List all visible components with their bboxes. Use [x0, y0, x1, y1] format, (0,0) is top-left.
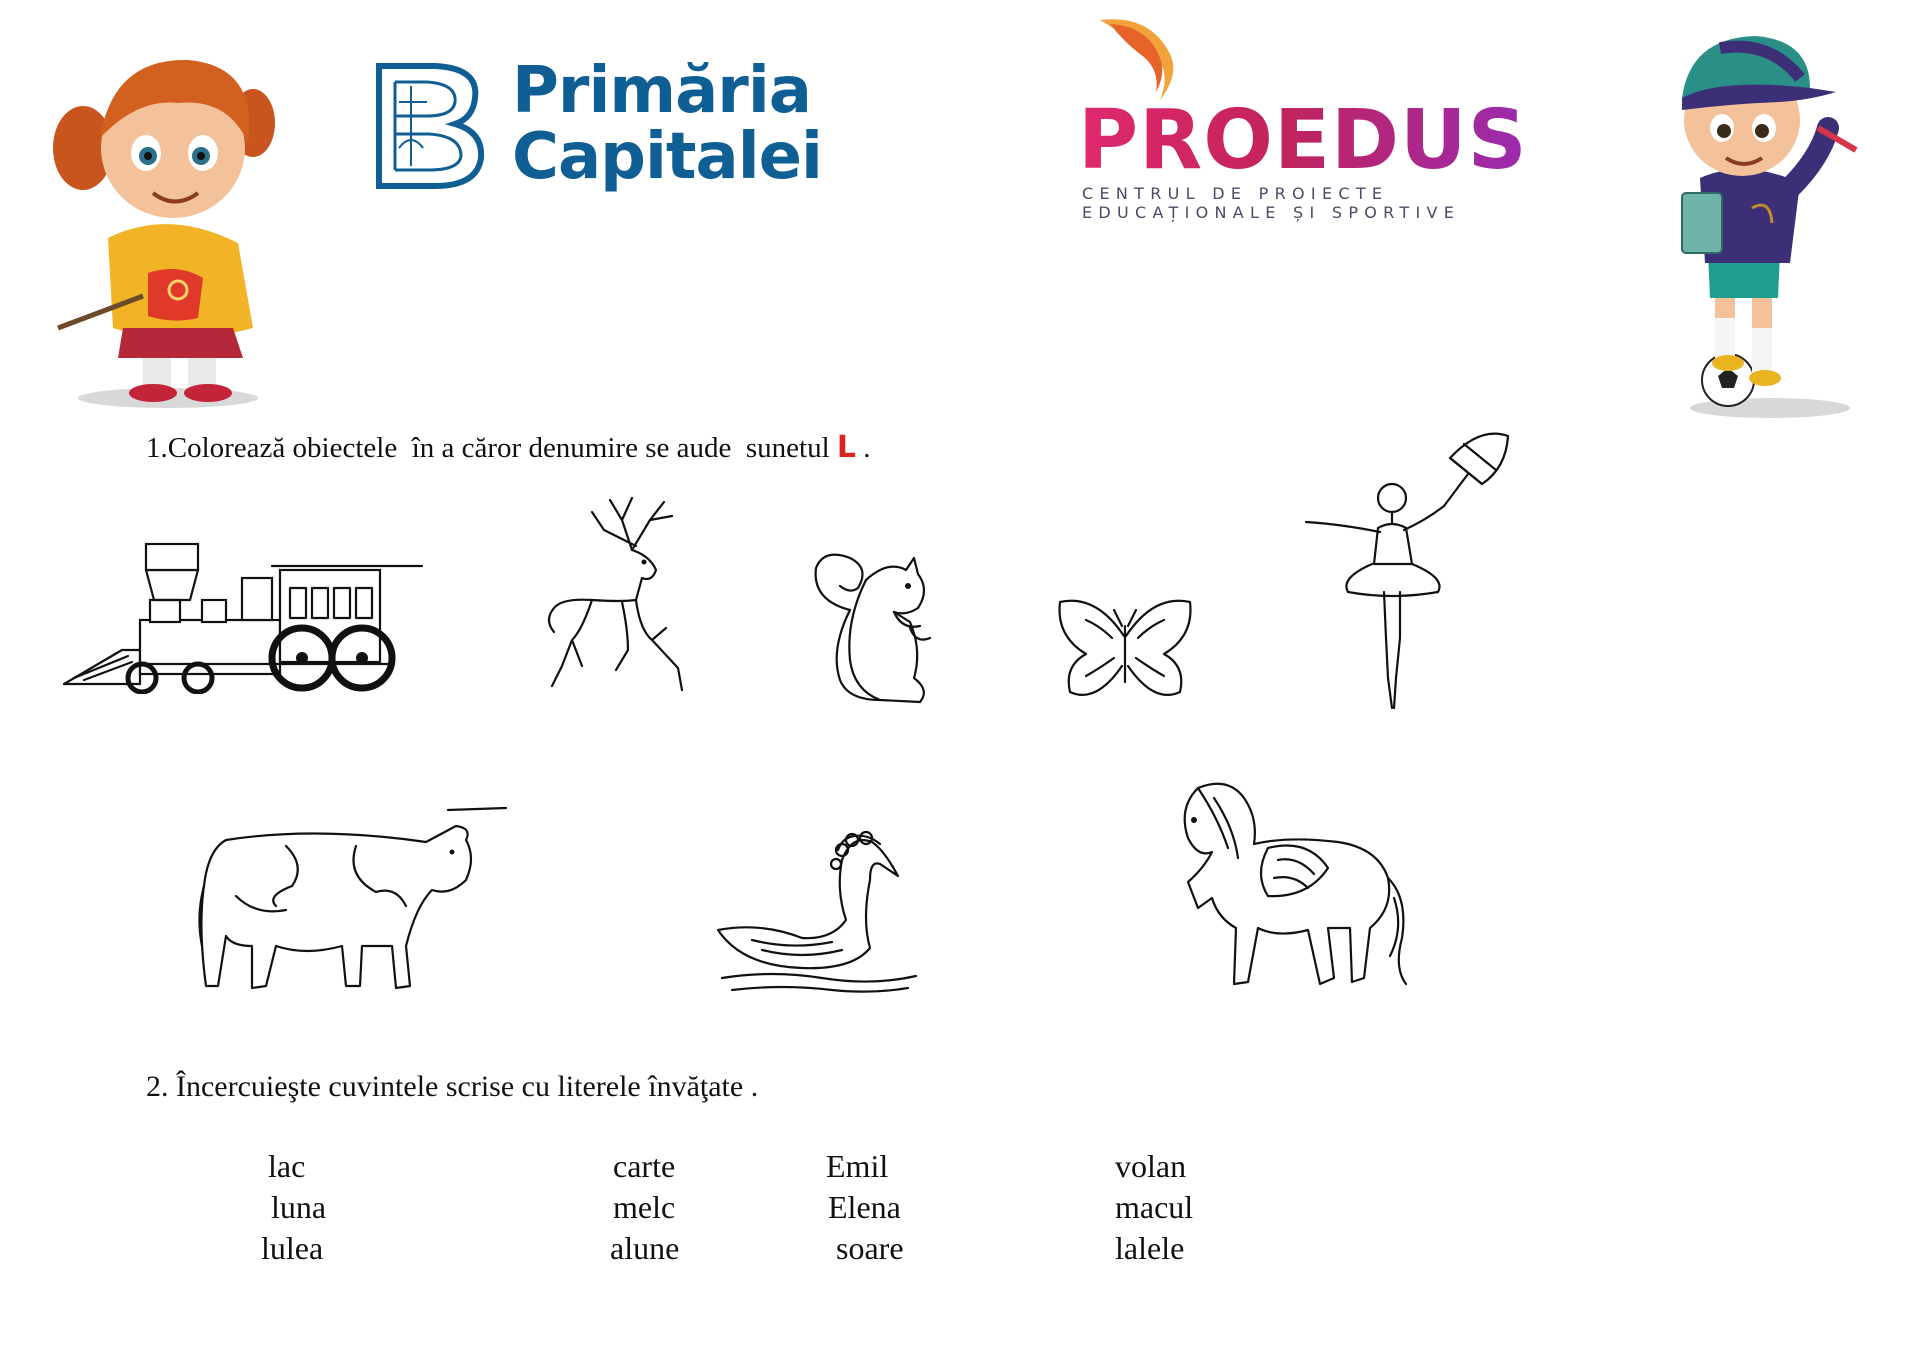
logo-line-2: Capitalei [512, 120, 822, 194]
word-lulea[interactable]: lulea [261, 1230, 324, 1266]
primaria-capitalei-logo-text [512, 54, 822, 194]
train-drawing[interactable] [62, 540, 424, 694]
word-lac[interactable]: lac [268, 1148, 306, 1184]
word-melc[interactable]: melc [613, 1189, 676, 1225]
primaria-capitalei-emblem [375, 62, 487, 190]
girl-mascot-illustration [28, 28, 278, 408]
deer-drawing[interactable] [532, 490, 692, 700]
exercise-1-instruction [146, 430, 871, 466]
word-alune[interactable]: alune [610, 1230, 680, 1266]
swan-drawing[interactable] [712, 830, 926, 996]
word-macul[interactable]: macul [1115, 1189, 1194, 1225]
word-luna[interactable]: luna [271, 1189, 327, 1225]
proedus-flame-icon [1090, 14, 1210, 104]
logo-line-1: Primăria [512, 54, 811, 128]
ballerina-drawing[interactable] [1300, 428, 1512, 718]
word-lalele[interactable]: lalele [1115, 1230, 1185, 1266]
proedus-subtitle [1082, 184, 1514, 222]
proedus-logo-wordmark: PROEDUS [1078, 93, 1528, 188]
exercise-1-end: . [856, 432, 871, 464]
word-elena[interactable]: Elena [828, 1189, 901, 1225]
word-emil[interactable]: Emil [826, 1148, 889, 1184]
proedus-subtitle-line-1: CENTRUL DE PROIECTE [1082, 184, 1389, 203]
exercise-1-letter: L [836, 430, 856, 465]
cow-drawing[interactable] [196, 806, 510, 996]
word-volan[interactable]: volan [1115, 1148, 1187, 1184]
horse-drawing[interactable] [1158, 778, 1412, 996]
butterfly-drawing[interactable] [1056, 596, 1194, 706]
word-soare[interactable]: soare [836, 1230, 904, 1266]
proedus-subtitle-line-2: EDUCAȚIONALE ȘI SPORTIVE [1082, 203, 1461, 222]
boy-mascot-illustration [1660, 18, 1860, 418]
exercise-2-instruction: 2. Încercuieşte cuvintele scrise cu literele învăţate . [146, 1070, 759, 1103]
exercise-1-text: 1.Colorează obiectele în a căror denumire se aude sunetul [146, 432, 837, 464]
squirrel-drawing[interactable] [810, 550, 940, 710]
word-carte[interactable]: carte [613, 1148, 676, 1184]
